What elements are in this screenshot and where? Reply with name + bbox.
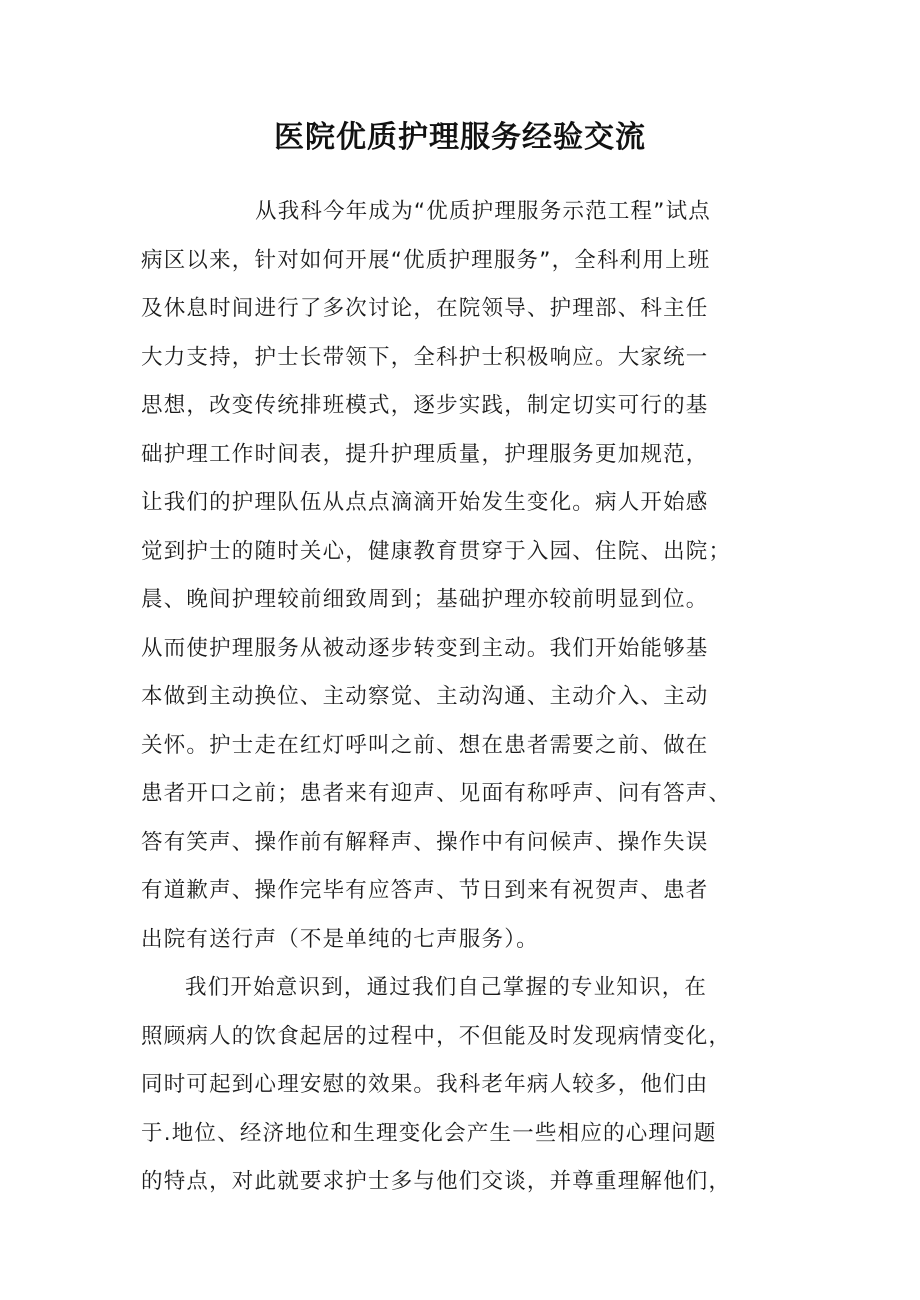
paragraph-line: 的特点，对此就要求护士多与他们交谈，并尊重理解他们， [141, 1169, 732, 1194]
paragraph-line: 我们开始意识到，通过我们自己掌握的专业知识，在 [185, 975, 708, 1000]
paragraph-line: 大力支持，护士长带领下，全科护士积极响应。大家统一 [141, 344, 709, 370]
paragraph-line: 从而使护理服务从被动逐步转变到主动。我们开始能够基 [141, 635, 709, 661]
paragraph-line: 关怀。护士走在红灯呼叫之前、想在患者需要之前、做在 [141, 732, 709, 758]
paragraph-line: 本做到主动换位、主动察觉、主动沟通、主动介入、主动 [141, 684, 709, 709]
paragraph-line: 答有笑声、操作前有解释声、操作中有问候声、操作失误 [141, 829, 709, 855]
document-body [141, 188, 781, 1207]
paragraph-line: 觉到护士的随时关心，健康教育贯穿于入园、住院、出院； [141, 538, 732, 564]
paragraph-line: 有道歉声、操作完毕有应答声、节日到来有祝贺声、患者 [141, 878, 709, 903]
paragraph-1 [141, 188, 781, 964]
paragraph-line: 患者开口之前；患者来有迎声、见面有称呼声、问有答声、 [141, 781, 732, 806]
paragraph-line: 从我科今年成为“优质护理服务示范工程”试点 [255, 199, 711, 224]
paragraph-line: 同时可起到心理安慰的效果。我科老年病人较多，他们由 [141, 1072, 709, 1097]
paragraph-line: 思想，改变传统排班模式，逐步实践，制定切实可行的基 [141, 393, 709, 418]
paragraph-line: 及休息时间进行了多次讨论，在院领导、护理部、科主任 [141, 296, 709, 321]
paragraph-line: 晨、晚间护理较前细致周到；基础护理亦较前明显到位。 [141, 587, 709, 612]
paragraph-line: 于.地位、经济地位和生理变化会产生一些相应的心理问题 [141, 1120, 717, 1146]
paragraph-line: 照顾病人的饮食起居的过程中，不但能及时发现病情变化， [141, 1023, 732, 1049]
paragraph-2 [141, 964, 781, 1207]
paragraph-line: 让我们的护理队伍从点点滴滴开始发生变化。病人开始感 [141, 490, 709, 515]
paragraph-line: 础护理工作时间表，提升护理质量，护理服务更加规范， [141, 441, 709, 467]
paragraph-line: 病区以来，针对如何开展“优质护理服务”，全科利用上班 [141, 247, 711, 273]
document-title: 医院优质护理服务经验交流 [274, 120, 646, 155]
paragraph-line: 出院有送行声（不是单纯的七声服务）。 [141, 926, 539, 952]
